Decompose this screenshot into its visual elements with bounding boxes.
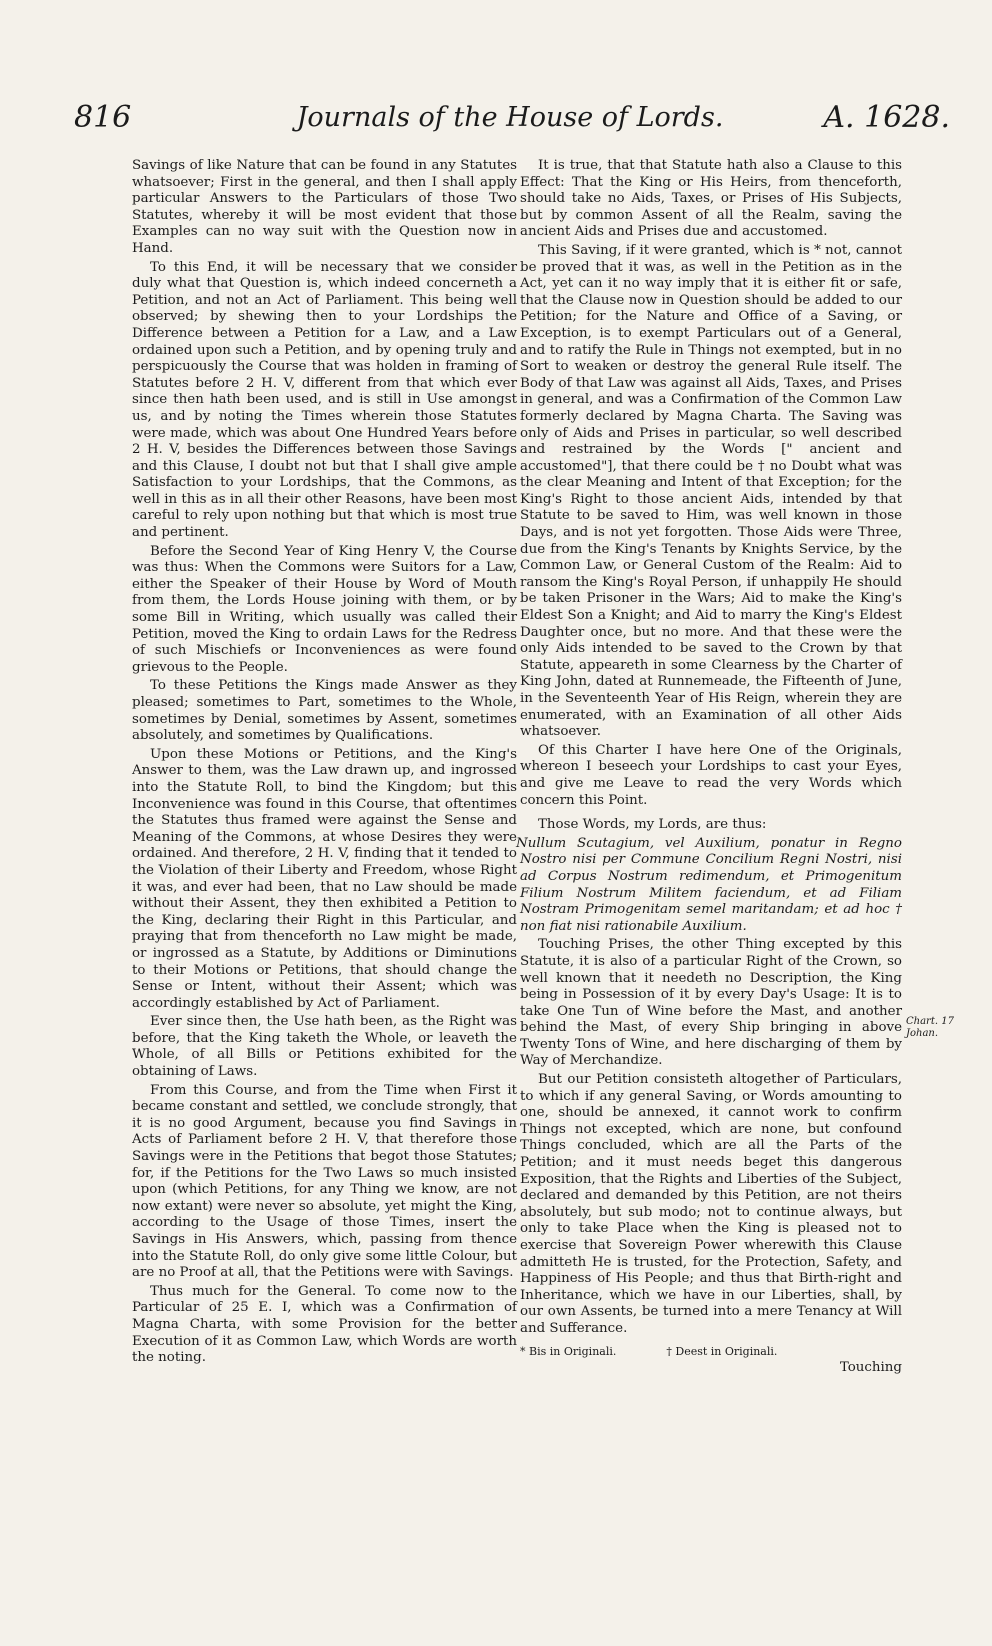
year-label: A. 1628. <box>823 100 950 135</box>
catchword: Touching <box>839 1360 902 1376</box>
paragraph: But our Petition consisteth altogether of Particulars, to which if any general Saving, or Words amounting to one, should be annexed, it cannot work to confirm Things not excepted, which are none, but confound Things concluded, which are all the Parts of the Petition; and it must needs beget this dangerous Exposition, that the Rights and Liberties of the Subject, declared and demanded by this Petition, are not theirs absolutely, but sub modo; not to continue always, but only to take Place when the King is pleased not to exercise that Sovereign Power wherewith this Clause admitteth He is trusted, for the Protection, Safety, and Happiness of His People; and thus that Birth-right and Inheritance, which we have in our Liberties, shall, by our own Assents, be turned into a mere Tenancy at Will and Sufferance. <box>520 1072 902 1336</box>
paragraph: It is true, that that Statute hath also a Clause to this Effect: That the King or His Heirs, from thenceforth, should take no Aids, Taxes, or Prises of His Subjects, but by common Assent of all the Realm, saving the ancient Aids and Prises due and accustomed. <box>520 158 902 240</box>
right-column <box>516 158 902 1377</box>
footnotes <box>520 1344 902 1361</box>
paragraph: To these Petitions the Kings made Answer as they pleased; sometimes to Part, sometimes to the Whole, sometimes by Denial, sometimes by Assent, sometimes absolutely, and sometimes by Qualifications. <box>132 678 517 744</box>
page-header <box>70 100 950 150</box>
latin-quote: Nullum Scutagium, vel Auxilium, ponatur in Regno Nostro nisi per Commune Concilium Regni Nostri, nisi ad Corpus Nostrum redimendum, et Primogenitum Filium Nostrum Militem faciendum, et ad Filiam Nostram Primogenitam semel maritandam; et ad hoc † non fiat nisi rationabile Auxilium. <box>516 835 902 934</box>
footnote: * Bis in Originali. <box>520 1344 617 1358</box>
paragraph: Ever since then, the Use hath been, as the Right was before, that the King taketh the Whole, or leaveth the Whole, of all Bills or Petitions exhibited for the obtaining of Laws. <box>132 1014 517 1080</box>
paragraph: Thus much for the General. To come now to the Particular of 25 E. I, which was a Confirmation of Magna Charta, with some Provision for the better Execution of it as Common Law, which Words are worth the noting. <box>132 1283 517 1366</box>
left-column <box>132 158 517 1369</box>
those-words: Those Words, my Lords, are thus: <box>538 817 767 833</box>
paragraph: Before the Second Year of King Henry V, the Course was thus: When the Commons were Suitors for a Law, either the Speaker of their House by Word of Mouth from them, the Lords House joining with them, or by some Bill in Writing, which usually was called their Petition, moved the King to ordain Laws for the Redress of such Mischiefs or Inconveniences as were found grievous to the People. <box>132 543 517 675</box>
page-number: 816 <box>74 100 132 135</box>
paragraph: Of this Charter I have here One of the Originals, whereon I beseech your Lordships to cast your Eyes, and give me Leave to read the very Words which concern this Point. <box>520 742 902 808</box>
paragraph: Touching Prises, the other Thing excepted by this Statute, it is also of a particular Right of the Crown, so well known that it needeth no Description, the King being in Possession of it by every Day's Usage: It is to take One Tun of Wine before the Mast, and another behind the Mast, of every Ship bringing in above Twenty Tons of Wine, and here discharging of them by Way of Merchandize. <box>520 937 902 1069</box>
margin-note: Chart. 17 Johan. <box>906 1016 954 1039</box>
paragraph: Upon these Motions or Petitions, and the King's Answer to them, was the Law drawn up, and ingrossed into the Statute Roll, to bind the Kingdom; but this Inconvenience was found in this Course, that oftentimes the Statutes thus framed were against the Sense and Meaning of the Commons, at whose Desires they were ordained. And therefore, 2 H. V, finding that it tended to the Violation of their Liberty and Freedom, whose Right it was, and ever had been, that no Law should be made without their Assent, they then exhibited a Petition to the King, declaring their Right in this Particular, and praying that from thenceforth no Law might be made, or ingrossed as a Statute, by Additions or Diminutions to their Motions or Petitions, that should change the Sense or Intent, without their Assent; which was accordingly established by Act of Parliament. <box>132 746 517 1011</box>
paragraph: From this Course, and from the Time when First it became constant and settled, we conclude strongly, that it is no good Argument, because you find Savings in Acts of Parliament before 2 H. V, that therefore those Savings were in the Petitions that begot those Statutes; for, if the Petitions for the Two Laws so much insisted upon (which Petitions, for any Thing we know, are not now extant) were never so absolute, yet might the King, according to the Usage of those Times, insert the Savings in His Answers, which, passing from thence into the Statute Roll, do only give some little Colour, but are no Proof at all, that the Petitions were with Savings. <box>132 1082 517 1281</box>
footnote: † Deest in Originali. <box>666 1344 778 1358</box>
paragraph: This Saving, if it were granted, which is * not, cannot be proved that it was, as well in the Petition as in the Act, yet can it no way imply that it is either fit or safe, that the Clause now in Question should be added to our Petition; for the Nature and Office of a Saving, or Exception, is to exempt Particulars out of a General, and to ratify the Rule in Things not exempted, but in no Sort to weaken or destroy the general Rule itself. The Body of that Law was against all Aids, Taxes, and Prises in general, and was a Confirmation of the Common Law formerly declared by Magna Charta. The Saving was only of Aids and Prises in particular, so well described and restrained by the Words [" ancient and accustomed"], that there could be † no Doubt what was the clear Meaning and Intent of that Exception; for the King's Right to those ancient Aids, intended by that Statute to be saved to Him, was well known in those Days, and is not yet forgotten. Those Aids were Three, due from the King's Tenants by Knights Service, by the Common Law, or General Custom of the Realm: Aid to ransom the King's Royal Person, if unhappily He should be taken Prisoner in the Wars; Aid to make the King's Eldest Son a Knight; and Aid to marry the King's Eldest Daughter once, but no more. And that these were the only Aids intended to be saved to the Crown by that Statute, appeareth in some Clearness by the Charter of King John, dated at Runnemeade, the Fifteenth of June, in the Seventeenth Year of His Reign, wherein they are enumerated, with an Examination of all other Aids whatsoever. <box>520 242 902 740</box>
paragraph: To this End, it will be necessary that we consider duly what that Question is, which indeed concerneth a Petition, and not an Act of Parliament. This being well observed; by shewing then to your Lordships the Difference between a Petition for a Law, and a Law ordained upon such a Petition, and by opening truly and perspicuously the Course that was holden in framing of Statutes before 2 H. V, different from that which ever since then hath been used, and is still in Use amongst us, and by noting the Times wherein those Statutes were made, which was about One Hundred Years before 2 H. V, besides the Differences between those Savings and this Clause, I doubt not but that I shall give ample Satisfaction to your Lordships, that the Commons, as well in this as in all their other Reasons, have been most careful to rely upon nothing but that which is most true and pertinent. <box>132 259 517 541</box>
page-title: Journals of the House of Lords. <box>296 102 724 133</box>
paragraph: Savings of like Nature that can be found in any Statutes whatsoever; First in the general, and then I shall apply particular Answers to the Particulars of those Two Statutes, whereby it will be most evident that those Examples can no way suit with the Question now in Hand. <box>132 158 517 256</box>
